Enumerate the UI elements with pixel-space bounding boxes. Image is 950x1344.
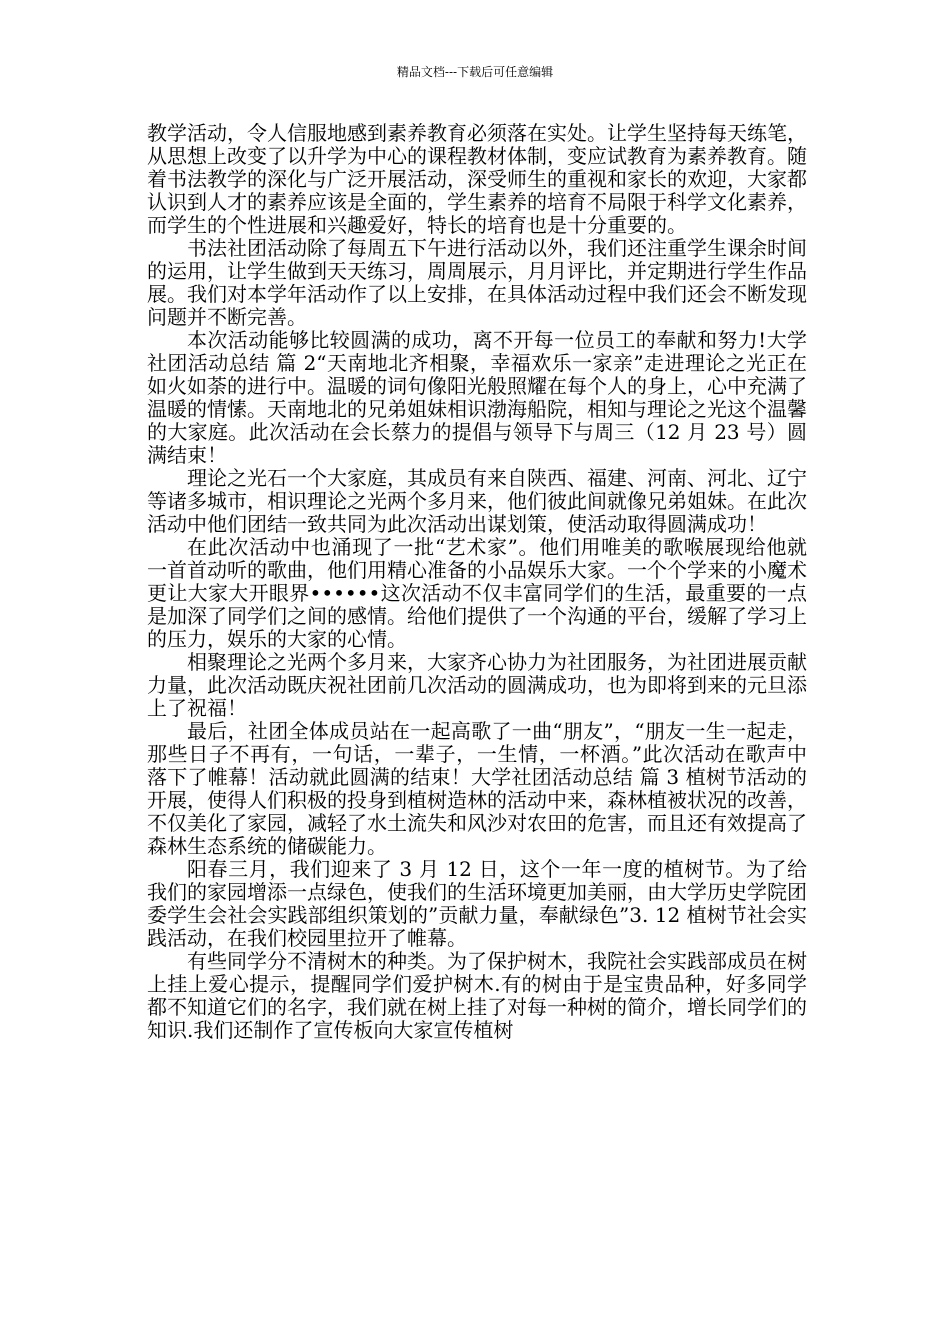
paragraph-5: 在此次活动中也涌现了一批“艺术家”。他们用唯美的歌喉展现给他就一首首动听的歌曲，他们用精心准备的小品娱乐大家。一个个学来的小魔术更让大家大开眼界••••••这次活动不仅丰富同学们的生活，最重要的一点是加深了同学们之间的感情。给他们提供了一个沟通的平台，缓解了学习上的压力，娱乐的大家的心情。 [147, 535, 807, 651]
document-body [147, 122, 807, 1042]
page-header: 精品文档---下载后可任意编辑 [396, 65, 554, 79]
paragraph-6: 相聚理论之光两个多月来，大家齐心协力为社团服务，为社团进展贡献力量，此次活动既庆祝社团前几次活动的圆满成功，也为即将到来的元旦添上了祝福！ [147, 650, 807, 720]
paragraph-7: 最后，社团全体成员站在一起高歌了一曲“朋友”，“朋友一生一起走，那些日子不再有，一句话，一辈子，一生情，一杯酒。”此次活动在歌声中落下了帷幕！活动就此圆满的结束！大学社团活动总结 篇 3 植树节活动的开展，使得人们积极的投身到植树造林的活动中来，森林植被状况的改善，不仅美化了家园，减轻了水土流失和风沙对农田的危害，而且还有效提高了森林生态系统的储碳能力。 [147, 719, 807, 858]
paragraph-9: 有些同学分不清树木的种类。为了保护树木，我院社会实践部成员在树上挂上爱心提示，提醒同学们爱护树木.有的树由于是宝贵品种，好多同学都不知道它们的名字，我们就在树上挂了对每一种树的简介，增长同学们的知识.我们还制作了宣传板向大家宣传植树 [147, 949, 807, 1042]
paragraph-1: 教学活动，令人信服地感到素养教育必须落在实处。让学生坚持每天练笔，从思想上改变了以升学为中心的课程教材体制，变应试教育为素养教育。随着书法教学的深化与广泛开展活动，深受师生的重视和家长的欢迎，大家都认识到人才的素养应该是全面的，学生素养的培育不局限于科学文化素养，而学生的个性进展和兴趣爱好，特长的培育也是十分重要的。 [147, 121, 807, 237]
paragraph-3: 本次活动能够比较圆满的成功，离不开每一位员工的奉献和努力!大学社团活动总结 篇 2“天南地北齐相聚，幸福欢乐一家亲”走进理论之光正在如火如荼的进行中。温暖的词句像阳光般照耀在每个人的身上，心中充满了温暖的情愫。天南地北的兄弟姐妹相识渤海船院，相知与理论之光这个温馨的大家庭。此次活动在会长蔡力的提倡与领导下与周三（12 月 23 号）圆满结束！ [147, 328, 807, 467]
paragraph-2: 书法社团活动除了每周五下午进行活动以外，我们还注重学生课余时间的运用，让学生做到天天练习，周周展示，月月评比，并定期进行学生作品展。我们对本学年活动作了以上安排，在具体活动过程中我们还会不断发现问题并不断完善。 [147, 236, 807, 329]
paragraph-4: 理论之光石一个大家庭，其成员有来自陕西、福建、河南、河北、辽宁等诸多城市，相识理论之光两个多月来，他们彼此间就像兄弟姐妹。在此次活动中他们团结一致共同为此次活动出谋划策，使活动取得圆满成功！ [147, 466, 807, 536]
paragraph-8: 阳春三月，我们迎来了 3 月 12 日，这个一年一度的植树节。为了给我们的家园增添一点绿色，使我们的生活环境更加美丽，由大学历史学院团委学生会社会实践部组织策划的”贡献力量，奉献绿色”3. 12 植树节社会实践活动，在我们校园里拉开了帷幕。 [147, 857, 807, 950]
